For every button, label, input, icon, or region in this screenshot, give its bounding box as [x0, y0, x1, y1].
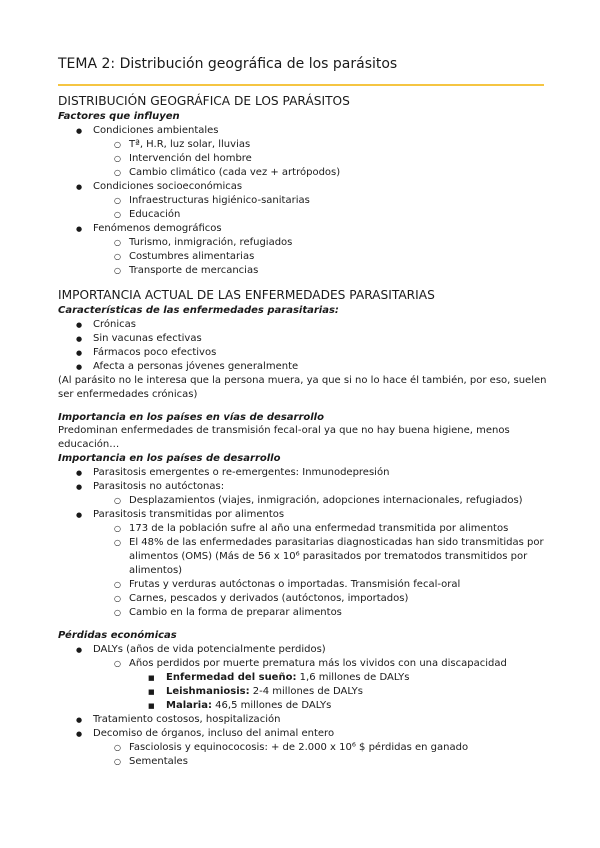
disease-name: Leishmaniosis: [166, 685, 250, 697]
disease-value: 1,6 millones de DALYs [299, 671, 410, 683]
factor-sublist [93, 194, 550, 222]
document-title: TEMA 2: Distribución geográfica de los parásitos [58, 56, 398, 72]
disease-value: 46,5 millones de DALYs [215, 699, 332, 711]
developed-list [58, 466, 550, 620]
list-item: ○ Transporte de mercancias [58, 264, 550, 278]
list-item: ○ Carnes, pescados y derivados (autóctonos, importados) [58, 592, 550, 606]
disease-name: Enfermedad del sueño: [166, 671, 297, 683]
item-label: DALYs (años de vida potencialmente perdidos) [93, 643, 326, 655]
factor-sublist [93, 236, 550, 278]
disease-item [58, 671, 550, 685]
dalys-sublist [93, 657, 550, 713]
list-item-dalys [58, 643, 550, 713]
section-heading-distribution: DISTRIBUCIÓN GEOGRÁFICA DE LOS PARÁSITOS [58, 94, 350, 108]
list-item: ○ Fasciolosis y equinococosis: + de 2.000 x 10⁶ $ pérdidas en ganado [58, 741, 550, 755]
list-item: ○ Costumbres alimentarias [58, 250, 550, 264]
characteristics-list [58, 318, 550, 374]
factor-demographic [58, 222, 550, 278]
list-item: ● Fármacos poco efectivos [58, 346, 550, 360]
list-item: ○ Frutas y verduras autóctonas o importadas. Transmisión fecal-oral [58, 578, 550, 592]
parasite-note: (Al parásito no le interesa que la persona muera, ya que si no lo hace él también, por eso, suelen ser enfermedades crónicas) [58, 374, 547, 400]
disease-value: 2-4 millones de DALYs [252, 685, 363, 697]
factor-sublist [93, 138, 550, 180]
list-item-emerging [58, 466, 550, 480]
disease-item [58, 699, 550, 713]
developing-text: Predominan enfermedades de transmisión fecal-oral ya que no hay buena higiene, menos educación… [58, 425, 510, 451]
factors-subheading: Factores que influyen [58, 111, 180, 122]
list-item: ○ Sementales [58, 755, 550, 769]
factor-label: Condiciones socioeconómicas [93, 180, 243, 192]
disease-item [58, 685, 550, 699]
losses-subheading: Pérdidas económicas [58, 630, 177, 642]
item-label: Parasitosis no autóctonas: [93, 481, 225, 493]
developing-subheading: Importancia en los países en vías de desarrollo [58, 411, 324, 423]
disease-name: Malaria: [166, 699, 212, 711]
section-heading-importance: IMPORTANCIA ACTUAL DE LAS ENFERMEDADES PARASITARIAS [58, 287, 435, 302]
list-item: ○ El 48% de las enfermedades parasitarias diagnosticadas han sido transmitidas por alimentos (OMS) (Más de 56 x 10⁶ parasitados por trematodos transmitidos por alimentos) [58, 536, 550, 578]
seizure-sublist [93, 741, 550, 769]
non-native-sublist [93, 494, 550, 508]
list-item: ○ Intervención del hombre [58, 152, 550, 166]
dalys-diseases [129, 671, 550, 713]
list-item: ○ Cambio en la forma de preparar alimentos [58, 606, 550, 620]
list-item: ○ Desplazamientos (viajes, inmigración, adopciones internacionales, refugiados) [58, 494, 550, 508]
list-item-seizure [58, 727, 550, 769]
list-item: ○ Turismo, inmigración, refugiados [58, 236, 550, 250]
list-item: ● Crónicas [58, 318, 550, 332]
list-item: ○ Educación [58, 208, 550, 222]
factor-label: Condiciones ambientales [93, 124, 219, 136]
list-item: ○ Infraestructuras higiénico-sanitarias [58, 194, 550, 208]
foodborne-sublist [93, 522, 550, 620]
list-item-treatment: ● Tratamiento costosos, hospitalización [58, 713, 550, 727]
list-item [58, 657, 550, 713]
list-item: ● Sin vacunas efectivas [58, 332, 550, 346]
factor-label: Fenómenos demográficos [93, 222, 222, 234]
list-item: ● Afecta a personas jóvenes generalmente [58, 360, 550, 374]
list-item: ○ 173 de la población sufre al año una enfermedad transmitida por alimentos [58, 522, 550, 536]
factor-socioeconomic [58, 180, 550, 222]
losses-list [58, 643, 550, 769]
factor-environmental [58, 124, 550, 180]
document-body [58, 93, 550, 769]
item-label: Parasitosis emergentes o re-emergentes: [93, 467, 300, 479]
item-text: Años perdidos por muerte prematura más los vividos con una discapacidad [129, 657, 507, 669]
list-item: ○ Cambio climático (cada vez + artrópodos) [58, 166, 550, 180]
characteristics-subheading: Características de las enfermedades parasitarias: [58, 304, 339, 316]
developed-subheading: Importancia en los países de desarrollo [58, 453, 281, 465]
list-item: ○ Tª, H.R, luz solar, lluvias [58, 138, 550, 152]
item-value: Inmunodepresión [302, 467, 390, 479]
item-label: Decomiso de órganos, incluso del animal entero [93, 727, 335, 739]
list-item-foodborne [58, 508, 550, 620]
title-divider [58, 84, 544, 86]
item-label: Parasitosis transmitidas por alimentos [93, 509, 285, 521]
factors-list [58, 124, 550, 278]
list-item-non-native [58, 480, 550, 508]
